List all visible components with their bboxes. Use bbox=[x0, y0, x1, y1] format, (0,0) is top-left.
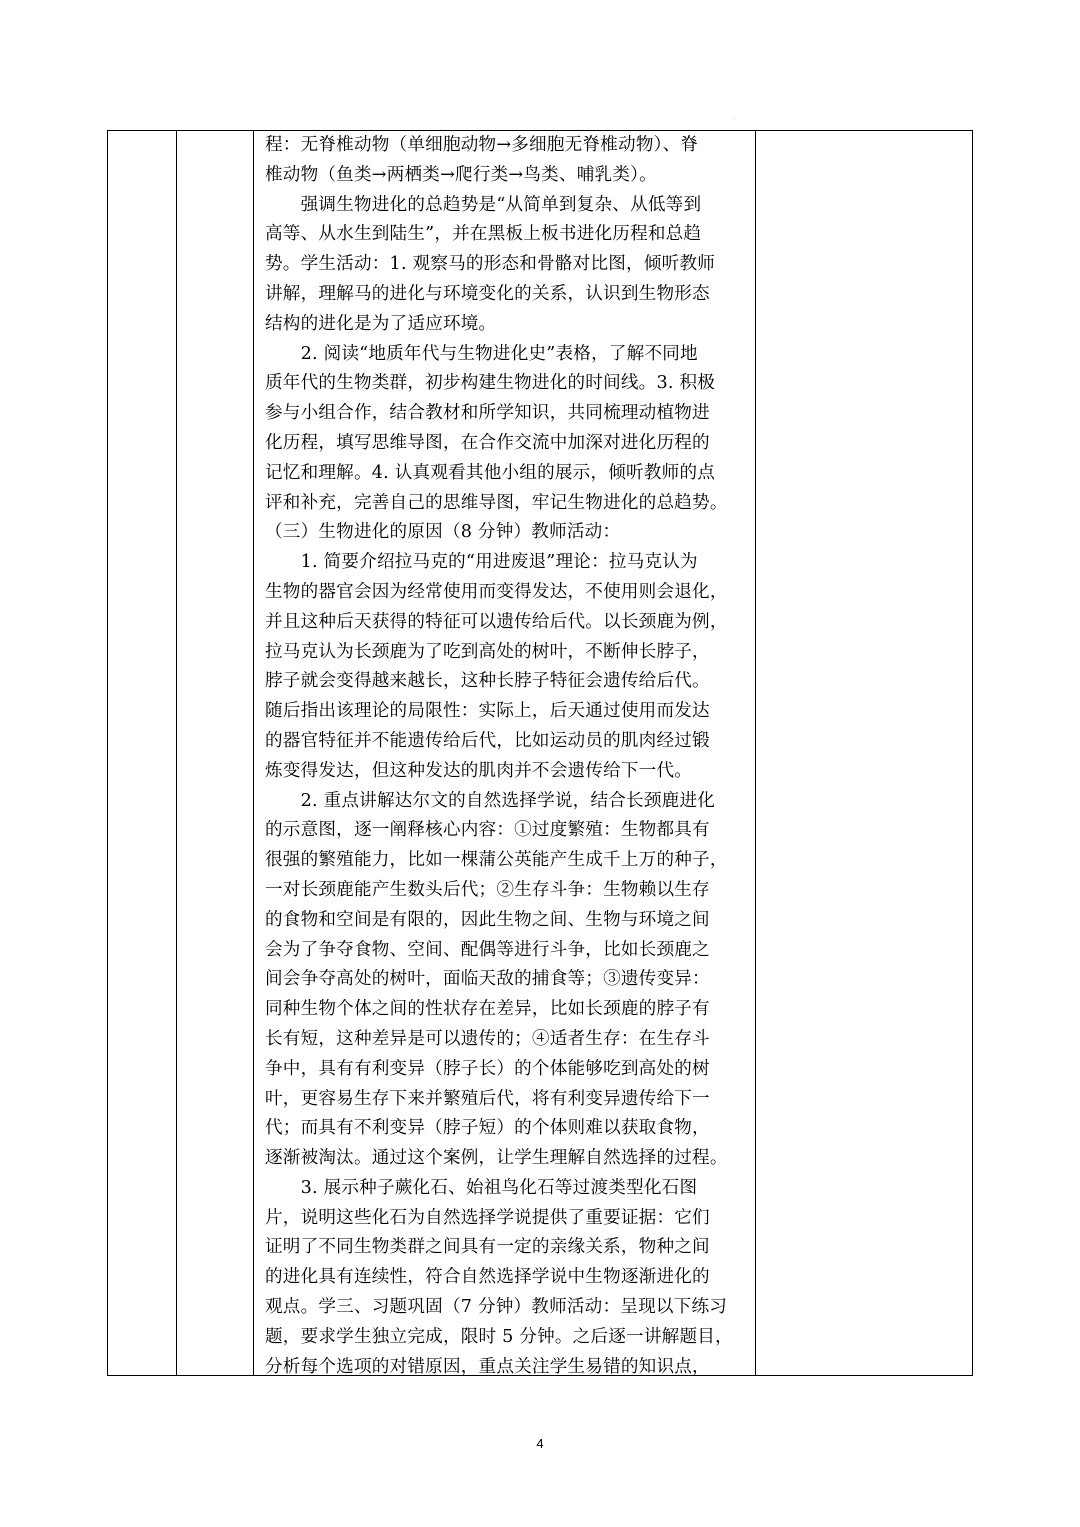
text-line: 题，要求学生独立完成，限时 5 分钟。之后逐一讲解题目， bbox=[265, 1326, 733, 1347]
text-line: 观点。学三、习题巩固（7 分钟）教师活动：呈现以下练习 bbox=[265, 1297, 728, 1318]
text-line: 记忆和理解。4. 认真观看其他小组的展示，倾听教师的点 bbox=[265, 462, 716, 483]
text-line: 并且这种后天获得的特征可以遗传给后代。以长颈鹿为例， bbox=[265, 611, 728, 632]
header-mark: · bbox=[733, 116, 735, 123]
text-line: 3. 展示种子蕨化石、始祖鸟化石等过渡类型化石图 bbox=[265, 1177, 698, 1198]
text-line: 叶，更容易生存下来并繁殖后代，将有利变异遗传给下一 bbox=[265, 1088, 710, 1109]
text-line: 很强的繁殖能力，比如一棵蒲公英能产生成千上万的种子， bbox=[265, 850, 728, 871]
text-line: 脖子就会变得越来越长，这种长脖子特征会遗传给后代。 bbox=[265, 671, 710, 692]
lesson-plan-table bbox=[107, 130, 973, 1376]
text-line: 争中，具有有利变异（脖子长）的个体能够吃到高处的树 bbox=[265, 1058, 710, 1079]
text-line: 拉马克认为长颈鹿为了吃到高处的树叶，不断伸长脖子， bbox=[265, 641, 710, 662]
text-line: 的食物和空间是有限的，因此生物之间、生物与环境之间 bbox=[265, 909, 710, 930]
text-line: 长有短，这种差异是可以遗传的；④适者生存：在生存斗 bbox=[265, 1028, 710, 1049]
column-divider-1 bbox=[176, 131, 177, 1375]
page-number: 4 bbox=[536, 1436, 544, 1451]
text-line: 高等、从水生到陆生”，并在黑板上板书进化历程和总趋 bbox=[265, 224, 702, 245]
text-line: 势。学生活动：1. 观察马的形态和骨骼对比图，倾听教师 bbox=[265, 254, 716, 275]
text-line: 随后指出该理论的局限性：实际上，后天通过使用而发达 bbox=[265, 701, 710, 722]
text-line: 2. 阅读“地质年代与生物进化史”表格，了解不同地 bbox=[265, 343, 698, 364]
text-line: 同种生物个体之间的性状存在差异，比如长颈鹿的脖子有 bbox=[265, 999, 710, 1020]
text-line: 椎动物（鱼类→两栖类→爬行类→鸟类、哺乳类）。 bbox=[265, 164, 657, 185]
column-divider-3 bbox=[755, 131, 756, 1375]
text-line: 强调生物进化的总趋势是“从简单到复杂、从低等到 bbox=[265, 194, 702, 215]
text-line: 炼变得发达，但这种发达的肌肉并不会遗传给下一代。 bbox=[265, 760, 693, 781]
text-line: 间会争夺高处的树叶，面临天敌的捕食等；③遗传变异： bbox=[265, 969, 710, 990]
text-line: 质年代的生物类群，初步构建生物进化的时间线。3. 积极 bbox=[265, 373, 716, 394]
text-line: 证明了不同生物类群之间具有一定的亲缘关系，物种之间 bbox=[265, 1237, 710, 1258]
activity-content-cell bbox=[265, 131, 753, 1382]
text-line: 会为了争夺食物、空间、配偶等进行斗争，比如长颈鹿之 bbox=[265, 939, 710, 960]
text-line: 分析每个选项的对错原因，重点关注学生易错的知识点， bbox=[265, 1356, 710, 1377]
text-line: 的示意图，逐一阐释核心内容：①过度繁殖：生物都具有 bbox=[265, 820, 710, 841]
text-line: 一对长颈鹿能产生数头后代；②生存斗争：生物赖以生存 bbox=[265, 879, 710, 900]
text-line: 1. 简要介绍拉马克的“用进废退”理论：拉马克认为 bbox=[265, 552, 698, 573]
text-line: 程：无脊椎动物（单细胞动物→多细胞无脊椎动物）、脊 bbox=[265, 135, 699, 155]
text-line: 化历程，填写思维导图，在合作交流中加深对进化历程的 bbox=[265, 432, 710, 453]
text-line: 评和补充，完善自己的思维导图，牢记生物进化的总趋势。 bbox=[265, 492, 728, 513]
text-line: 结构的进化是为了适应环境。 bbox=[265, 313, 497, 334]
text-line: 参与小组合作，结合教材和所学知识，共同梳理动植物进 bbox=[265, 403, 710, 424]
text-line: 讲解，理解马的进化与环境变化的关系，认识到生物形态 bbox=[265, 283, 710, 304]
text-line: 逐渐被淘汰。通过这个案例，让学生理解自然选择的过程。 bbox=[265, 1148, 728, 1169]
text-line: 代；而具有不利变异（脖子短）的个体则难以获取食物， bbox=[265, 1118, 710, 1139]
text-line: 的器官特征并不能遗传给后代，比如运动员的肌肉经过锻 bbox=[265, 730, 710, 751]
column-divider-2 bbox=[253, 131, 254, 1375]
text-line: 2. 重点讲解达尔文的自然选择学说，结合长颈鹿进化 bbox=[265, 790, 716, 811]
text-line: 生物的器官会因为经常使用而变得发达，不使用则会退化， bbox=[265, 581, 728, 602]
text-line: （三）生物进化的原因（8 分钟）教师活动： bbox=[265, 522, 621, 543]
text-line: 的进化具有连续性，符合自然选择学说中生物逐渐进化的 bbox=[265, 1267, 710, 1288]
text-line: 片，说明这些化石为自然选择学说提供了重要证据：它们 bbox=[265, 1207, 710, 1228]
